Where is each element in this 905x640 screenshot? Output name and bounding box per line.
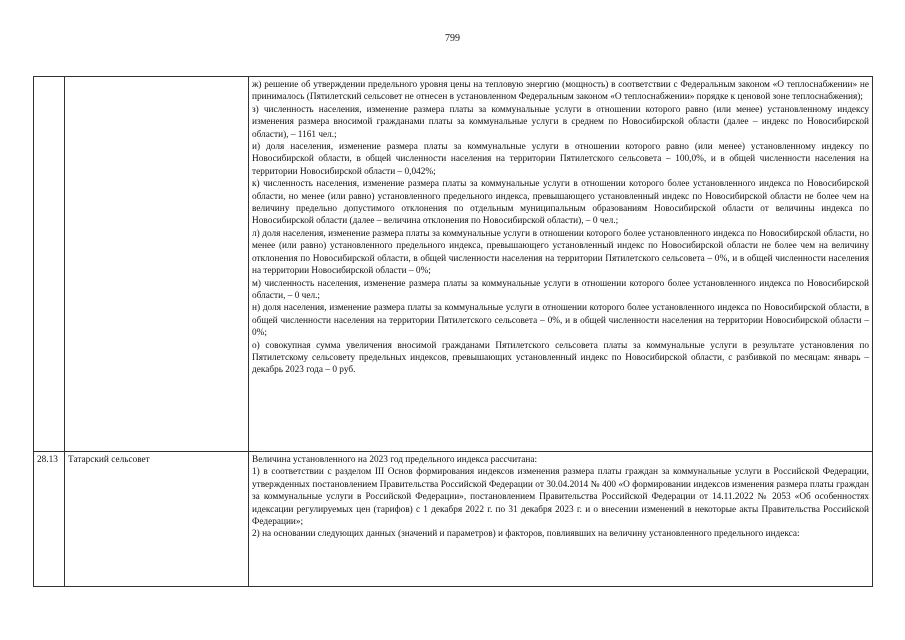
paragraph-i: и) доля населения, изменение размера платы за коммунальные услуги в отношении которого равно (или менее) установленному индексу по Новосибирской области, в общей численности населения на территории Пятилетского сельсовета – 100,0%, и в общей численности населения на территории Новосибирской области – 0,042%; (252, 142, 869, 177)
paragraph-o: о) совокупная сумма увеличения вносимой гражданами Пятилетского сельсовета платы за коммунальные услуги в результате установления по Пятилетскому сельсовету предельных индексов, превышающих установленный индекс по Новосибирской области, с разбивкой по месяцам: январь – декабрь 2023 года – 0 руб. (252, 340, 869, 376)
table-row (34, 77, 873, 452)
row-number-cell (34, 77, 65, 452)
row-number-cell: 28.13 (34, 452, 65, 587)
document-table (33, 76, 873, 587)
paragraph-k: к) численность населения, изменение размера платы за коммунальные услуги в отношении которого более установленного индекса по Новосибирской области, но менее (или равно) установленного предельного индекса, превышающего установленный индекс по Новосибирской области не более чем на величину предельно допустимого отклонения по отдельным муниципальным образованиям Новосибирской области от величины индекса по Новосибирской области (далее – величина отклонения по Новосибирской области), – 0 чел.; (252, 179, 869, 227)
paragraph-2: 2) на основании следующих данных (значений и параметров) и факторов, повлиявших на величину установленного предельного индекса: (252, 529, 800, 540)
description-cell (249, 77, 873, 452)
municipality-name-cell (65, 77, 249, 452)
page-number: 799 (445, 33, 460, 44)
paragraph-n: н) доля населения, изменение размера платы за коммунальные услуги в отношении которого более установленного индекса по Новосибирской области, в общей численности населения на территории Пятилетского сельсовета – 0%, и в общей численности населения на территории Новосибирской области – 0%; (252, 303, 869, 339)
municipality-name-cell: Татарский сельсовет (65, 452, 249, 587)
paragraph-zh: ж) решение об утверждении предельного уровня цены на тепловую энергию (мощность) в соответствии с Федеральным законом «О теплоснабжении» не принималось (Пятилетский сельсовет не отнесен в установленном Федеральным законом «О теплоснабжении» порядке к ценовой зоне теплоснабжения); (252, 80, 869, 103)
paragraph-intro: Величина установленного на 2023 год предельного индекса рассчитана: (252, 455, 538, 465)
paragraph-l: л) доля населения, изменение размера платы за коммунальные услуги в отношении которого более установленного индекса по Новосибирской области, но менее (или равно) установленного предельного индекса, превышающего установленный индекс по Новосибирской области не более чем на величину отклонения по Новосибирской области, в общей численности населения на территории Пятилетского сельсовета – 0%, и в общей численности населения на территории Новосибирской области – 0%; (252, 228, 869, 277)
table-row (34, 452, 873, 587)
paragraph-1: 1) в соответствии с разделом III Основ формирования индексов изменения размера платы граждан за коммунальные услуги в Российской Федерации, утвержденных постановлением Правительства Российской Федерации от 30.04.2014 № 400 «О формировании индексов изменения размера платы граждан за коммунальные услуги в Российской Федерации», постановлением Правительства Российской Федерации от 14.11.2022 № 2053 «Об особенностях идексации регулируемых цен (тарифов) с 1 декабря 2022 г. по 31 декабря 2023 г. и о внесении изменений в некоторые акты Правительства Российской Федерации»; (252, 467, 869, 528)
description-cell (249, 452, 873, 587)
paragraph-m: м) численность населения, изменение размера платы за коммунальные услуги в отношении которого более установленного индекса по Новосибирской области, – 0 чел.; (252, 278, 869, 301)
paragraph-z: з) численность населения, изменение размера платы за коммунальные услуги в отношении которого равно (или менее) установленному индексу изменения размера вносимой гражданами платы за коммунальные услуги в среднем по Новосибирской области (далее – индекс по Новосибирской области), – 1161 чел.; (252, 104, 869, 140)
